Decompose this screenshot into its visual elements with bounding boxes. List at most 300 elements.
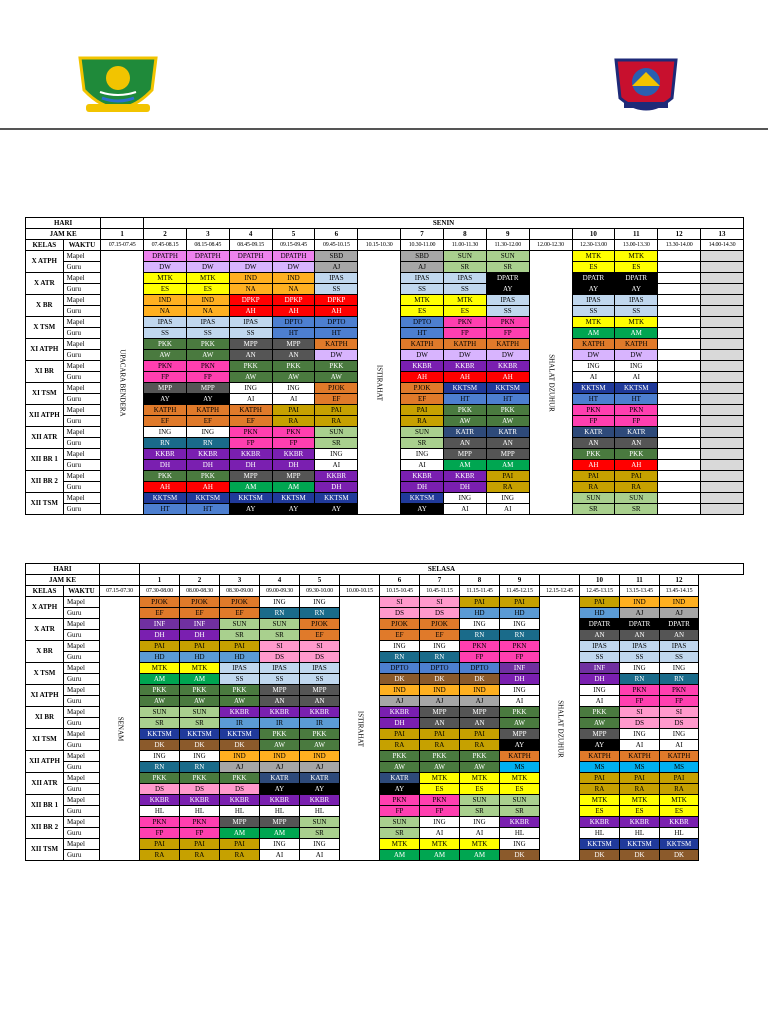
teacher-cell: FP — [660, 696, 699, 707]
teacher-cell: AI — [420, 828, 460, 839]
period-number: 8 — [443, 229, 486, 240]
subject-cell: IND — [220, 751, 260, 762]
time-slot: 12.15-12.45 — [540, 586, 580, 597]
teacher-cell: AI — [315, 460, 358, 471]
teacher-cell: RN — [300, 608, 340, 619]
teacher-cell: HD — [140, 652, 180, 663]
teacher-cell: SS — [186, 328, 229, 339]
subject-cell: ING — [443, 493, 486, 504]
guru-label: Guru — [63, 460, 101, 471]
subject-cell: PKK — [140, 685, 180, 696]
subject-cell: ING — [660, 663, 699, 674]
teacher-cell: AM — [443, 460, 486, 471]
teacher-cell: AH — [486, 372, 529, 383]
teacher-cell: AW — [460, 762, 500, 773]
subject-cell: DPTO — [315, 317, 358, 328]
teacher-cell: HL — [660, 828, 699, 839]
teacher-cell — [658, 460, 701, 471]
subject-cell: KKBR — [380, 707, 420, 718]
teacher-cell: FP — [186, 372, 229, 383]
subject-cell: ING — [380, 641, 420, 652]
subject-cell: KKTSM — [443, 383, 486, 394]
teacher-cell: AH — [186, 482, 229, 493]
subject-cell: KKTSM — [660, 839, 699, 850]
subject-cell — [701, 471, 744, 482]
class-name: X TSM — [26, 317, 64, 339]
teacher-cell: AY — [300, 784, 340, 795]
period-number — [100, 575, 140, 586]
teacher-cell: FP — [144, 372, 187, 383]
subject-cell: MTK — [572, 251, 615, 262]
teacher-cell: EF — [229, 416, 272, 427]
teacher-cell — [701, 372, 744, 383]
teacher-cell: HT — [615, 394, 658, 405]
teacher-cell: AN — [260, 696, 300, 707]
subject-cell: ING — [420, 641, 460, 652]
subject-cell: DPATR — [615, 273, 658, 284]
subject-cell — [701, 295, 744, 306]
teacher-cell: RA — [615, 482, 658, 493]
subject-cell: KATR — [486, 427, 529, 438]
subject-cell: MTK — [180, 663, 220, 674]
teacher-cell: AY — [580, 740, 620, 751]
teacher-cell: DH — [140, 630, 180, 641]
teacher-cell — [658, 416, 701, 427]
teacher-cell: AN — [572, 438, 615, 449]
subject-cell: PAI — [460, 729, 500, 740]
subject-cell: PKK — [186, 339, 229, 350]
subject-cell: PKN — [615, 405, 658, 416]
subject-cell: PAI — [486, 471, 529, 482]
teacher-cell: AH — [572, 460, 615, 471]
teacher-cell: HD — [180, 652, 220, 663]
teacher-cell: AJ — [401, 262, 444, 273]
guru-label: Guru — [64, 718, 100, 729]
subject-cell: ING — [660, 729, 699, 740]
subject-cell — [701, 383, 744, 394]
guru-label: Guru — [63, 284, 101, 295]
teacher-cell: AN — [620, 630, 660, 641]
teacher-cell: ES — [580, 806, 620, 817]
teacher-cell: AH — [443, 372, 486, 383]
teacher-cell: NA — [229, 284, 272, 295]
teacher-cell — [701, 306, 744, 317]
teacher-cell: EF — [401, 394, 444, 405]
teacher-cell: FP — [460, 652, 500, 663]
subject-cell: SBD — [401, 251, 444, 262]
school-crest-logo — [610, 50, 682, 122]
teacher-cell: AW — [144, 350, 187, 361]
subject-cell: PKK — [315, 361, 358, 372]
teacher-cell: AI — [620, 740, 660, 751]
time-slot: 10.30-11.00 — [401, 240, 444, 251]
teacher-cell: DW — [186, 262, 229, 273]
teacher-cell: RA — [620, 784, 660, 795]
teacher-cell: HL — [500, 828, 540, 839]
subject-cell: KATPH — [660, 751, 699, 762]
teacher-cell: FP — [443, 328, 486, 339]
guru-label: Guru — [63, 306, 101, 317]
subject-cell: MTK — [443, 295, 486, 306]
period-number: 4 — [229, 229, 272, 240]
subject-cell: KKBR — [229, 449, 272, 460]
time-slot: 10.00-10.15 — [340, 586, 380, 597]
subject-cell: ING — [486, 493, 529, 504]
teacher-cell: RA — [580, 784, 620, 795]
subject-cell: MTK — [420, 773, 460, 784]
subject-cell: MTK — [580, 795, 620, 806]
teacher-cell: AH — [144, 482, 187, 493]
subject-cell: KKBR — [260, 707, 300, 718]
teacher-cell: AN — [443, 438, 486, 449]
subject-cell: KKBR — [620, 817, 660, 828]
period-number: 6 — [315, 229, 358, 240]
teacher-cell: RN — [260, 608, 300, 619]
hari-label: HARI — [26, 564, 100, 575]
teacher-cell: DH — [580, 674, 620, 685]
teacher-cell: HT — [443, 394, 486, 405]
guru-label: Guru — [63, 438, 101, 449]
teacher-cell: DK — [500, 850, 540, 861]
class-name: X BR — [26, 641, 64, 663]
subject-cell: MPP — [443, 449, 486, 460]
teacher-cell: SR — [500, 806, 540, 817]
subject-cell: PAI — [420, 729, 460, 740]
class-name: XII TSM — [26, 493, 64, 515]
period-number: 11 — [615, 229, 658, 240]
subject-cell: PKN — [229, 427, 272, 438]
teacher-cell: RN — [620, 674, 660, 685]
west-java-emblem-logo — [72, 48, 164, 120]
period-number: 12 — [660, 575, 699, 586]
subject-cell: IND — [260, 751, 300, 762]
subject-cell: KATPH — [580, 751, 620, 762]
subject-cell: DPATPH — [272, 251, 315, 262]
subject-cell: PKN — [186, 361, 229, 372]
subject-cell: ING — [186, 427, 229, 438]
subject-cell: PAI — [180, 641, 220, 652]
teacher-cell: AW — [500, 718, 540, 729]
teacher-cell: AM — [140, 674, 180, 685]
teacher-cell: AN — [660, 630, 699, 641]
teacher-cell: DK — [580, 850, 620, 861]
period-number — [540, 575, 580, 586]
teacher-cell: HT — [401, 328, 444, 339]
teacher-cell: FP — [620, 696, 660, 707]
subject-cell: SI — [620, 707, 660, 718]
teacher-cell: SR — [401, 438, 444, 449]
subject-cell: PJOK — [420, 619, 460, 630]
teacher-cell — [658, 504, 701, 515]
subject-cell: IPAS — [572, 295, 615, 306]
teacher-cell: AW — [580, 718, 620, 729]
guru-label: Guru — [64, 674, 100, 685]
subject-cell: KATPH — [443, 339, 486, 350]
teacher-cell: RN — [186, 438, 229, 449]
subject-cell: MPP — [260, 817, 300, 828]
teacher-cell — [701, 482, 744, 493]
teacher-cell: AW — [186, 350, 229, 361]
class-name: XI BR — [26, 361, 64, 383]
teacher-cell: ES — [186, 284, 229, 295]
mapel-label: Mapel — [64, 707, 100, 718]
class-name: XII TSM — [26, 839, 64, 861]
subject-cell: DPKP — [315, 295, 358, 306]
subject-cell: DPTO — [380, 663, 420, 674]
subject-cell: INF — [180, 619, 220, 630]
teacher-cell: SS — [300, 674, 340, 685]
guru-label: Guru — [64, 630, 100, 641]
teacher-cell: RA — [486, 482, 529, 493]
guru-label: Guru — [64, 762, 100, 773]
teacher-cell: SS — [315, 284, 358, 295]
teacher-cell: AI — [229, 394, 272, 405]
teacher-cell: ES — [620, 806, 660, 817]
subject-cell: PKK — [180, 685, 220, 696]
period-number: 6 — [380, 575, 420, 586]
subject-cell: ING — [620, 663, 660, 674]
teacher-cell: AJ — [260, 762, 300, 773]
teacher-cell: MS — [660, 762, 699, 773]
teacher-cell: FP — [420, 806, 460, 817]
period-number: 13 — [701, 229, 744, 240]
guru-label: Guru — [63, 350, 101, 361]
period-number: 5 — [272, 229, 315, 240]
subject-cell: MPP — [420, 707, 460, 718]
subject-cell: IND — [460, 685, 500, 696]
subject-cell: KATPH — [315, 339, 358, 350]
subject-cell: PKK — [144, 339, 187, 350]
class-name: XII BR 2 — [26, 817, 64, 839]
teacher-cell: AN — [615, 438, 658, 449]
teacher-cell: SS — [660, 652, 699, 663]
subject-cell: PKK — [486, 405, 529, 416]
subject-cell: MTK — [572, 317, 615, 328]
subject-cell: INF — [580, 663, 620, 674]
subject-cell: KKBR — [220, 795, 260, 806]
time-slot: 11.45-12.15 — [500, 586, 540, 597]
subject-cell — [658, 471, 701, 482]
teacher-cell: RA — [460, 740, 500, 751]
subject-cell: PKK — [580, 707, 620, 718]
subject-cell: KKTSM — [140, 729, 180, 740]
class-name: XII ATPH — [26, 405, 64, 427]
teacher-cell: SR — [260, 630, 300, 641]
subject-cell: KATPH — [229, 405, 272, 416]
subject-cell: PJOK — [401, 383, 444, 394]
period-number: 1 — [101, 229, 144, 240]
teacher-cell — [701, 438, 744, 449]
class-name: X ATR — [26, 619, 64, 641]
subject-cell: IND — [620, 597, 660, 608]
teacher-cell: AJ — [315, 262, 358, 273]
subject-cell: ING — [620, 729, 660, 740]
subject-cell: PAI — [180, 839, 220, 850]
subject-cell: ING — [500, 619, 540, 630]
period-number: 1 — [140, 575, 180, 586]
subject-cell: KKBR — [315, 471, 358, 482]
vertical-v1-label: UPACARA BENDERA — [118, 348, 127, 417]
teacher-cell: DW — [572, 350, 615, 361]
subject-cell: SUN — [260, 619, 300, 630]
teacher-cell: AW — [140, 696, 180, 707]
subject-cell: KATPH — [620, 751, 660, 762]
teacher-cell: AY — [186, 394, 229, 405]
teacher-cell: SS — [572, 306, 615, 317]
teacher-cell: DW — [443, 350, 486, 361]
teacher-cell: RA — [272, 416, 315, 427]
day-name: SENIN — [144, 218, 744, 229]
subject-cell: DPATPH — [144, 251, 187, 262]
teacher-cell: DW — [229, 262, 272, 273]
teacher-cell: SR — [220, 630, 260, 641]
teacher-cell: AM — [272, 482, 315, 493]
teacher-cell: RN — [460, 630, 500, 641]
time-slot: 12.45-13.15 — [580, 586, 620, 597]
subject-cell: PKK — [615, 449, 658, 460]
subject-cell: PAI — [500, 597, 540, 608]
kelas-label: KELAS — [26, 586, 64, 597]
tuesday-schedule-table — [25, 563, 744, 861]
subject-cell: DPATR — [486, 273, 529, 284]
time-slot: 11.00-11.30 — [443, 240, 486, 251]
teacher-cell: RA — [660, 784, 699, 795]
teacher-cell: DH — [144, 460, 187, 471]
teacher-cell: HD — [500, 608, 540, 619]
subject-cell: PKN — [443, 317, 486, 328]
subject-cell: SUN — [486, 251, 529, 262]
subject-cell: SI — [420, 597, 460, 608]
teacher-cell: SS — [580, 652, 620, 663]
subject-cell: KKBR — [180, 795, 220, 806]
teacher-cell: DS — [660, 718, 699, 729]
mapel-label: Mapel — [64, 663, 100, 674]
teacher-cell: DS — [620, 718, 660, 729]
teacher-cell: DS — [180, 784, 220, 795]
teacher-cell: HL — [260, 806, 300, 817]
subject-cell: PAI — [580, 773, 620, 784]
subject-cell: MPP — [229, 471, 272, 482]
subject-cell: KATR — [260, 773, 300, 784]
subject-cell: MTK — [615, 317, 658, 328]
teacher-cell: DS — [380, 608, 420, 619]
teacher-cell: AI — [460, 828, 500, 839]
teacher-cell: HT — [272, 328, 315, 339]
subject-cell: PKN — [420, 795, 460, 806]
teacher-cell: AJ — [220, 762, 260, 773]
teacher-cell: AY — [144, 394, 187, 405]
teacher-cell: AH — [615, 460, 658, 471]
teacher-cell: ES — [443, 306, 486, 317]
subject-cell: MPP — [260, 685, 300, 696]
period-number — [358, 229, 401, 240]
guru-label: Guru — [64, 696, 100, 707]
subject-cell: IPAS — [186, 317, 229, 328]
teacher-cell: MS — [620, 762, 660, 773]
vertical-v1-label: SENAM — [116, 716, 124, 741]
teacher-cell: AJ — [660, 608, 699, 619]
teacher-cell: AI — [660, 740, 699, 751]
subject-cell: KKBR — [660, 817, 699, 828]
teacher-cell — [658, 394, 701, 405]
teacher-cell: AY — [229, 504, 272, 515]
guru-label: Guru — [63, 262, 101, 273]
teacher-cell: AW — [486, 416, 529, 427]
period-number: 11 — [620, 575, 660, 586]
subject-cell: MTK — [140, 663, 180, 674]
teacher-cell: SR — [380, 828, 420, 839]
subject-cell: MPP — [500, 729, 540, 740]
subject-cell: KKTSM — [315, 493, 358, 504]
time-slot: 07.15-07.30 — [100, 586, 140, 597]
subject-cell: IPAS — [486, 295, 529, 306]
teacher-cell — [658, 284, 701, 295]
guru-label: Guru — [64, 806, 100, 817]
teacher-cell: DW — [144, 262, 187, 273]
teacher-cell: AN — [300, 696, 340, 707]
subject-cell: MTK — [420, 839, 460, 850]
subject-cell: PKK — [220, 773, 260, 784]
subject-cell: PKK — [500, 707, 540, 718]
subject-cell — [658, 251, 701, 262]
teacher-cell: DH — [272, 460, 315, 471]
teacher-cell: AI — [486, 504, 529, 515]
subject-cell: DPTO — [460, 663, 500, 674]
period-number: 2 — [144, 229, 187, 240]
guru-label: Guru — [63, 328, 101, 339]
teacher-cell: DH — [315, 482, 358, 493]
teacher-cell: ES — [660, 806, 699, 817]
mapel-label: Mapel — [64, 839, 100, 850]
teacher-cell: ES — [144, 284, 187, 295]
class-name: XI TSM — [26, 383, 64, 405]
teacher-cell — [701, 284, 744, 295]
teacher-cell: DS — [220, 784, 260, 795]
teacher-cell: FP — [500, 652, 540, 663]
teacher-cell: SS — [486, 306, 529, 317]
subject-cell: ING — [572, 361, 615, 372]
teacher-cell: SR — [460, 806, 500, 817]
class-name: XI TSM — [26, 729, 64, 751]
subject-cell: SI — [380, 597, 420, 608]
teacher-cell: AW — [420, 762, 460, 773]
teacher-cell: FP — [180, 828, 220, 839]
mapel-label: Mapel — [63, 405, 101, 416]
subject-cell: KATR — [443, 427, 486, 438]
teacher-cell: AY — [401, 504, 444, 515]
class-name: X BR — [26, 295, 64, 317]
teacher-cell: HL — [580, 828, 620, 839]
teacher-cell: SS — [144, 328, 187, 339]
teacher-cell: IR — [260, 718, 300, 729]
subject-cell: MPP — [272, 339, 315, 350]
subject-cell: MTK — [620, 795, 660, 806]
class-name: X ATPH — [26, 597, 64, 619]
subject-cell: ING — [460, 619, 500, 630]
teacher-cell — [658, 262, 701, 273]
teacher-cell — [658, 350, 701, 361]
period-number: 7 — [401, 229, 444, 240]
subject-cell: MTK — [460, 773, 500, 784]
subject-cell: SUN — [315, 427, 358, 438]
mapel-label: Mapel — [64, 817, 100, 828]
mapel-label: Mapel — [64, 751, 100, 762]
subject-cell: ING — [580, 685, 620, 696]
teacher-cell: AI — [580, 696, 620, 707]
teacher-cell: ES — [460, 784, 500, 795]
class-name: XII BR 1 — [26, 795, 64, 817]
subject-cell — [701, 405, 744, 416]
